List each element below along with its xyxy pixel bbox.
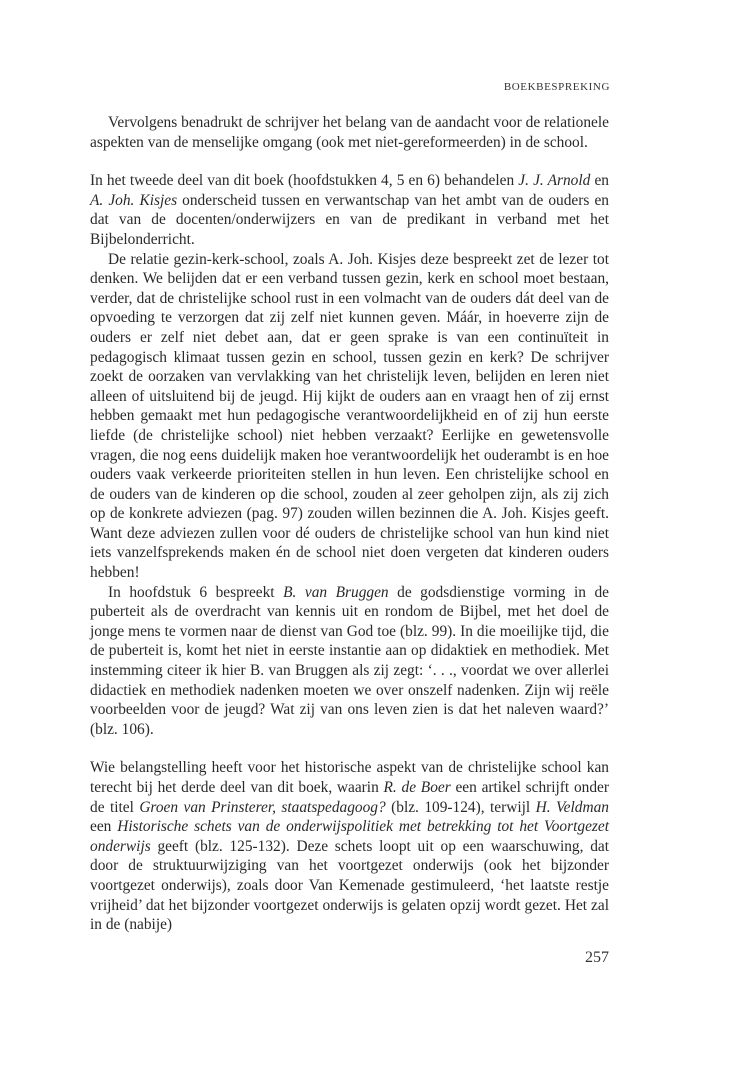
paragraph-2-text: In het tweede deel van dit boek (hoofdstukken 4, 5 en 6) behandelen <box>90 172 519 190</box>
author-name-kisjes: A. Joh. Kisjes <box>90 191 178 209</box>
page-number: 257 <box>585 949 609 966</box>
paragraph-4 <box>90 583 609 740</box>
paragraph-5-text: Wie belangstelling heeft voor het historische aspekt van de christelijke school kan terecht bij het derde deel van dit boek, waarin <box>90 759 609 796</box>
paragraph-5-text: (blz. 109-124), terwijl <box>385 798 536 816</box>
paragraph-2-text: en <box>590 172 609 190</box>
article-title-historische-schets: Historische schets van de onderwijspolitiek met betrekking tot het Voortgezet onderwijs <box>90 818 609 855</box>
author-name-veldman: H. Veldman <box>535 798 609 816</box>
article-title-groen: Groen van Prinsterer, staatspedagoog? <box>139 798 386 816</box>
paragraph-4-text: In hoofdstuk 6 bespreekt <box>108 583 284 601</box>
article-body <box>90 113 609 935</box>
running-head: BOEKBESPREKING <box>503 81 610 93</box>
paragraph-2-text: onderscheid tussen en verwantschap van het ambt van de ouders en dat van de docenten/onderwijzers en van de predikant in verband met het Bijbelonderricht. <box>90 191 609 248</box>
paragraph-3: De relatie gezin-kerk-school, zoals A. Joh. Kisjes deze bespreekt zet de lezer tot denken. We belijden dat er een verband tussen gezin, kerk en school moet bestaan, verder, dat de christelijke school rust in een volmacht van de ouders dát deel van de opvoeding te verzorgen dat zij zelf niet kunnen geven. Máár, in hoeverre zijn de ouders er zelf niet debet aan, dat er geen sprake is van een continuïteit in pedagogisch klimaat tussen gezin en school, tussen gezin en kerk? De schrijver zoekt de oorzaken van vervlakking van het christelijk leven, belijden en leren niet alleen of uitsluitend bij de jeugd. Hij kijkt de ouders aan en vraagt hen of zij ernst hebben gemaakt met hun pedagogische verantwoordelijkheid en of zij hun eerste liefde (de christelijke school) niet hebben verzaakt? Eerlijke en gewetensvolle vragen, die nog eens duidelijk maken hoe verantwoordelijk het ouderambt is en hoe ouders vaak verkeerde prioriteiten stellen in hun leven. Een christelijke school en de ouders van de kinderen op die school, zouden al zeer geholpen zijn, als zij zich op de konkrete adviezen (pag. 97) zouden willen bezinnen die A. Joh. Kisjes geeft. Want deze adviezen zullen voor dé ouders de christelijke school van hun kind niet iets vanzelfsprekends maken én de school niet doen vergeten dat kinderen ouders hebben! <box>90 250 609 582</box>
author-name-de-boer: R. de Boer <box>383 779 451 796</box>
paragraph-2 <box>90 171 609 249</box>
author-name-arnold: J. J. Arnold <box>518 172 591 190</box>
paragraph-4-text: de godsdienstige vorming in de puberteit als de overdracht van kennis uit en rondom de Bijbel, met het doel de jonge mens te vormen naar de dienst van God toe (blz. 99). In die moeilijke tijd, die de puberteit is, komt het niet in eerste instantie aan op didaktiek en methodiek. Met instemming citeer ik hier B. van Bruggen als zij zegt: ‘. . ., voordat we over allerlei didactiek en methodiek nadenken moeten we over onszelf nadenken. Zijn wij reële voorbeelden voor de jeugd? Wat zij van ons leven zien is dat het naleven waard?’ (blz. 106). <box>90 583 609 738</box>
paragraph-5 <box>90 758 609 934</box>
paragraph-5-text: een artikel schrijft onder de titel <box>90 779 609 816</box>
paragraph-5-text: geeft (blz. 125-132). Deze schets loopt uit op een waarschuwing, dat door de struktuurwijziging van het voortgezet onderwijs (ook het bijzonder voortgezet onderwijs), zoals door Van Kemenade gestimuleerd, ‘het laatste restje vrijheid’ dat het bijzonder voortgezet onderwijs is gelaten opzij wordt gezet. Het zal in de (nabije) <box>90 837 609 934</box>
paragraph-1: Vervolgens benadrukt de schrijver het belang van de aandacht voor de relationele aspekten van de menselijke omgang (ook met niet-gereformeerden) in de school. <box>90 114 609 151</box>
author-name-van-bruggen: B. van Bruggen <box>283 583 389 601</box>
paragraph-5-text: een <box>90 818 118 836</box>
